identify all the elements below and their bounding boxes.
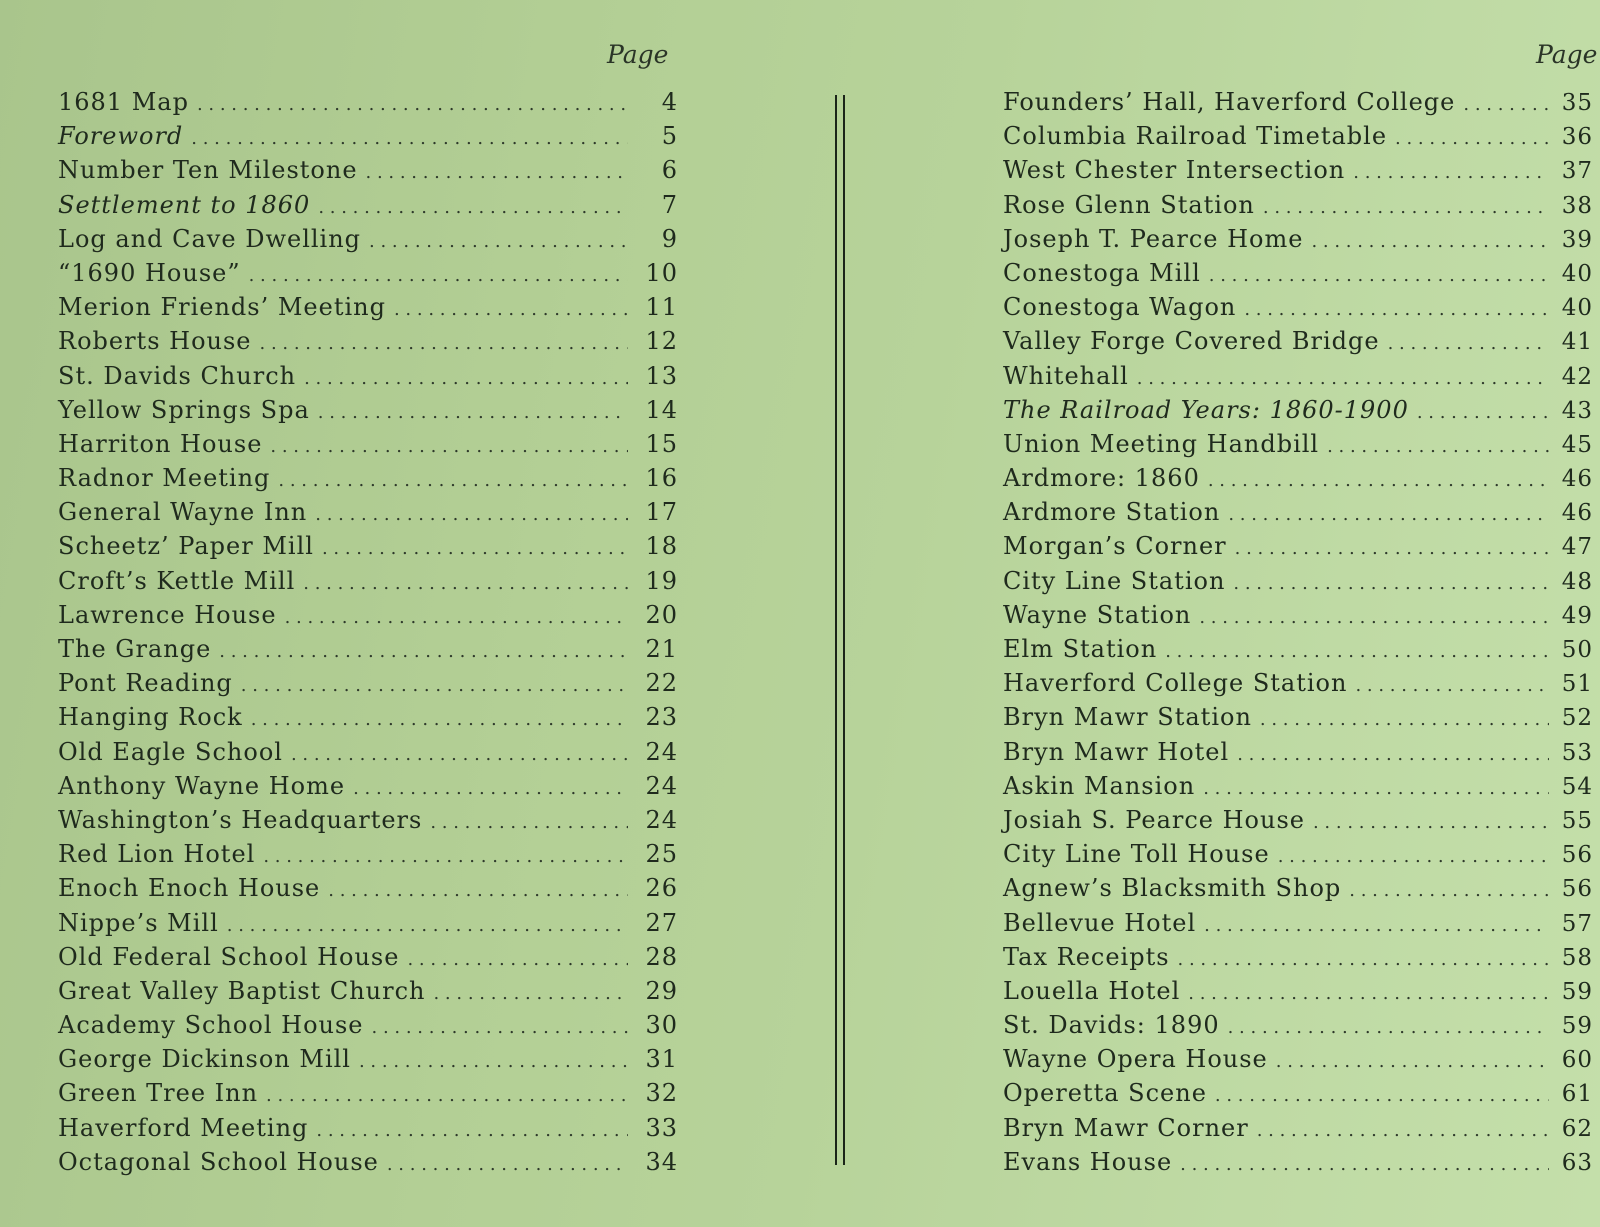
- contents-entry: [58, 259, 678, 293]
- dot-leader: [359, 1051, 628, 1072]
- contents-entry: [1003, 396, 1593, 430]
- contents-entry: [58, 567, 678, 601]
- entry-page-number: 60: [1561, 1047, 1593, 1074]
- dot-leader: [372, 1017, 629, 1038]
- entry-page-number: 34: [645, 1147, 678, 1176]
- contents-entry: [58, 806, 678, 840]
- entry-title: Conestoga Wagon: [1003, 293, 1237, 322]
- contents-entry: [1003, 88, 1593, 122]
- entry-page-number: 54: [1561, 773, 1593, 800]
- entry-page-number: 30: [645, 1011, 678, 1040]
- contents-entry: [58, 191, 678, 225]
- dot-leader: [278, 470, 628, 491]
- entry-title: Josiah S. Pearce House: [1003, 805, 1305, 834]
- entry-title: Harriton House: [58, 429, 263, 458]
- contents-entry: [58, 362, 678, 396]
- dot-leader: [291, 744, 628, 765]
- entry-title: Morgan’s Corner: [1003, 532, 1227, 561]
- entry-page-number: 52: [1561, 705, 1593, 732]
- entry-title: Old Eagle School: [58, 737, 283, 766]
- entry-page-number: 24: [645, 805, 678, 834]
- right-page-column-heading: Page: [1536, 40, 1598, 69]
- dot-leader: [191, 128, 628, 149]
- contents-entry: [58, 293, 678, 327]
- dot-leader: [387, 1154, 628, 1175]
- entry-title: Foreword: [58, 122, 184, 151]
- entry-title: Wayne Opera House: [1003, 1045, 1268, 1074]
- entry-title: St. Davids: 1890: [1003, 1011, 1220, 1040]
- contents-entry: [1003, 703, 1593, 737]
- entry-page-number: 21: [645, 635, 678, 663]
- entry-page-number: 63: [1561, 1149, 1593, 1176]
- entry-title: Anthony Wayne Home: [58, 771, 346, 800]
- entry-title: Operetta Scene: [1003, 1079, 1207, 1108]
- entry-page-number: 46: [1561, 466, 1593, 493]
- contents-entry: [58, 532, 678, 566]
- dot-leader: [1263, 197, 1549, 218]
- dot-leader: [1178, 949, 1549, 970]
- entry-title: Elm Station: [1003, 635, 1158, 663]
- entry-title: Bryn Mawr Hotel: [1003, 737, 1230, 766]
- contents-entry: [58, 327, 678, 361]
- contents-entry: [1003, 156, 1593, 190]
- dot-leader: [1228, 504, 1549, 525]
- entry-page-number: 28: [645, 942, 678, 971]
- dot-leader: [1388, 333, 1549, 354]
- entry-page-number: 31: [645, 1045, 678, 1074]
- column-divider-line: [843, 95, 845, 1165]
- entry-title: Valley Forge Covered Bridge: [1003, 327, 1380, 356]
- dot-leader: [197, 94, 628, 115]
- contents-entry: [58, 1079, 678, 1113]
- entry-page-number: 45: [1561, 431, 1593, 458]
- entry-page-number: 58: [1561, 944, 1593, 971]
- contents-entry: [1003, 601, 1593, 635]
- dot-leader: [394, 299, 628, 320]
- entry-title: 1681 Map: [58, 88, 189, 116]
- dot-leader: [270, 436, 628, 457]
- contents-entry: [58, 1011, 678, 1045]
- entry-page-number: 14: [645, 395, 678, 424]
- dot-leader: [219, 641, 628, 662]
- dot-leader: [285, 607, 628, 628]
- entry-page-number: 11: [645, 293, 678, 322]
- entry-page-number: 23: [645, 703, 678, 732]
- entry-title: Great Valley Baptist Church: [58, 976, 426, 1005]
- entry-title: Ardmore Station: [1003, 498, 1221, 527]
- entry-page-number: 42: [1561, 363, 1593, 390]
- entry-title: Roberts House: [58, 327, 252, 356]
- contents-entry: [58, 772, 678, 806]
- dot-leader: [1180, 1154, 1549, 1175]
- entry-page-number: 27: [645, 908, 678, 937]
- entry-page-number: 35: [1561, 90, 1593, 116]
- entry-title: West Chester Intersection: [1003, 156, 1346, 185]
- dot-leader: [1204, 915, 1549, 936]
- entry-title: Settlement to 1860: [58, 190, 311, 219]
- entry-title: George Dickinson Mill: [58, 1045, 351, 1074]
- entry-title: Founders’ Hall, Haverford College: [1003, 88, 1456, 116]
- dot-leader: [1233, 573, 1549, 594]
- entry-page-number: 10: [645, 258, 678, 287]
- entry-title: Green Tree Inn: [58, 1079, 259, 1108]
- entry-title: Scheetz’ Paper Mill: [58, 532, 314, 561]
- entry-title: Yellow Springs Spa: [58, 395, 310, 424]
- entry-title: City Line Station: [1003, 566, 1226, 595]
- dot-leader: [1327, 436, 1549, 457]
- entry-page-number: 62: [1561, 1115, 1593, 1142]
- entry-title: City Line Toll House: [1003, 840, 1270, 869]
- entry-title: Croft’s Kettle Mill: [58, 566, 296, 595]
- contents-entry: [58, 840, 678, 874]
- contents-entry: [58, 88, 678, 122]
- dot-leader: [1137, 368, 1549, 389]
- contents-entry: [1003, 1045, 1593, 1079]
- entry-page-number: 6: [661, 156, 678, 185]
- entry-page-number: 26: [645, 874, 678, 903]
- entry-title: Askin Mansion: [1003, 771, 1196, 800]
- entry-title: Columbia Railroad Timetable: [1003, 122, 1388, 151]
- dot-leader: [1417, 402, 1549, 423]
- contents-entry: [1003, 498, 1593, 532]
- contents-entry: [58, 396, 678, 430]
- contents-entry: [58, 1045, 678, 1079]
- entry-title: Whitehall: [1003, 361, 1129, 390]
- entry-title: Bryn Mawr Station: [1003, 703, 1252, 732]
- contents-entry: [58, 122, 678, 156]
- entry-page-number: 22: [645, 669, 678, 698]
- entry-page-number: 25: [645, 840, 678, 869]
- entry-page-number: 56: [1561, 842, 1593, 869]
- entry-title: Haverford College Station: [1003, 669, 1348, 698]
- dot-leader: [1165, 641, 1549, 662]
- entry-page-number: 61: [1561, 1081, 1593, 1108]
- entry-title: Ardmore: 1860: [1003, 464, 1200, 493]
- dot-leader: [1199, 607, 1549, 628]
- entry-page-number: 49: [1561, 602, 1593, 629]
- entry-title: Washington’s Headquarters: [58, 805, 423, 834]
- dot-leader: [1209, 265, 1549, 286]
- entry-title: “1690 House”: [58, 258, 241, 287]
- dot-leader: [1188, 983, 1549, 1004]
- entry-page-number: 40: [1561, 260, 1593, 287]
- entry-page-number: 46: [1561, 500, 1593, 527]
- contents-entry: [1003, 293, 1593, 327]
- entry-title: Bryn Mawr Corner: [1003, 1113, 1249, 1142]
- entry-page-number: 40: [1561, 295, 1593, 322]
- entry-title: Wayne Station: [1003, 600, 1192, 629]
- dot-leader: [249, 265, 628, 286]
- dot-leader: [316, 1120, 628, 1141]
- dot-leader: [369, 231, 628, 252]
- dot-leader: [318, 402, 628, 423]
- entry-title: Louella Hotel: [1003, 976, 1181, 1005]
- contents-entry: [1003, 1148, 1593, 1182]
- contents-entry: [1003, 1114, 1593, 1148]
- entry-page-number: 9: [661, 224, 678, 253]
- dot-leader: [1215, 1085, 1549, 1106]
- dot-leader: [315, 504, 628, 525]
- contents-entry: [58, 225, 678, 259]
- entry-page-number: 32: [645, 1079, 678, 1108]
- dot-leader: [1355, 675, 1549, 696]
- entry-page-number: 41: [1561, 329, 1593, 356]
- entry-page-number: 15: [645, 429, 678, 458]
- contents-entry: [1003, 362, 1593, 396]
- contents-entry: [1003, 738, 1593, 772]
- dot-leader: [1228, 1017, 1549, 1038]
- contents-entry: [58, 464, 678, 498]
- entry-page-number: 19: [645, 566, 678, 595]
- dot-leader: [241, 675, 628, 696]
- contents-entry: [58, 909, 678, 943]
- contents-entry: [1003, 327, 1593, 361]
- contents-entry: [58, 156, 678, 190]
- entry-title: Old Federal School House: [58, 942, 400, 971]
- contents-entry: [58, 498, 678, 532]
- dot-leader: [1208, 470, 1549, 491]
- contents-entry: [1003, 191, 1593, 225]
- entry-page-number: 53: [1561, 739, 1593, 766]
- entry-page-number: 59: [1561, 978, 1593, 1005]
- entry-page-number: 24: [645, 771, 678, 800]
- dot-leader: [430, 812, 628, 833]
- left-page-column-heading: Page: [607, 40, 669, 69]
- contents-entry: [1003, 259, 1593, 293]
- right-contents-list: [1003, 88, 1593, 1182]
- contents-entry: [58, 703, 678, 737]
- entry-title: Evans House: [1003, 1147, 1173, 1176]
- entry-title: Log and Cave Dwelling: [58, 224, 362, 253]
- entry-page-number: 59: [1561, 1013, 1593, 1040]
- entry-title: The Railroad Years: 1860-1900: [1003, 395, 1409, 424]
- dot-leader: [1349, 880, 1549, 901]
- contents-entry: [1003, 977, 1593, 1011]
- dot-leader: [1313, 812, 1549, 833]
- contents-entry: [58, 977, 678, 1011]
- dot-leader: [1353, 162, 1549, 183]
- entry-title: Academy School House: [58, 1011, 364, 1040]
- dot-leader: [1203, 778, 1549, 799]
- entry-page-number: 17: [645, 498, 678, 527]
- entry-title: Lawrence House: [58, 600, 277, 629]
- contents-entry: [1003, 1011, 1593, 1045]
- dot-leader: [1237, 744, 1549, 765]
- contents-entry: [1003, 806, 1593, 840]
- entry-page-number: 18: [645, 532, 678, 561]
- dot-leader: [433, 983, 628, 1004]
- entry-page-number: 7: [661, 190, 678, 219]
- entry-page-number: 4: [661, 88, 678, 116]
- contents-entry: [1003, 840, 1593, 874]
- entry-page-number: 51: [1561, 671, 1593, 698]
- entry-title: Nippe’s Mill: [58, 908, 219, 937]
- entry-page-number: 16: [645, 464, 678, 493]
- contents-entry: [1003, 635, 1593, 669]
- entry-page-number: 5: [661, 122, 678, 151]
- entry-page-number: 13: [645, 361, 678, 390]
- dot-leader: [1257, 1120, 1549, 1141]
- entry-title: The Grange: [58, 635, 212, 663]
- entry-page-number: 43: [1561, 397, 1593, 424]
- entry-page-number: 29: [645, 976, 678, 1005]
- contents-entry: [1003, 225, 1593, 259]
- entry-page-number: 24: [645, 737, 678, 766]
- dot-leader: [1235, 538, 1549, 559]
- entry-title: Haverford Meeting: [58, 1113, 309, 1142]
- entry-page-number: 38: [1561, 192, 1593, 219]
- contents-entry: [1003, 532, 1593, 566]
- dot-leader: [322, 538, 628, 559]
- contents-entry: [58, 1114, 678, 1148]
- entry-title: Number Ten Milestone: [58, 156, 358, 185]
- contents-entry: [58, 943, 678, 977]
- entry-page-number: 37: [1561, 158, 1593, 185]
- dot-leader: [366, 162, 628, 183]
- dot-leader: [1260, 709, 1549, 730]
- entry-page-number: 56: [1561, 876, 1593, 903]
- entry-title: Radnor Meeting: [58, 464, 271, 493]
- entry-page-number: 20: [645, 600, 678, 629]
- entry-title: Conestoga Mill: [1003, 258, 1201, 287]
- dot-leader: [328, 880, 628, 901]
- entry-title: Rose Glenn Station: [1003, 190, 1255, 219]
- entry-title: Enoch Enoch House: [58, 874, 321, 903]
- entry-page-number: 36: [1561, 124, 1593, 151]
- entry-title: Octagonal School House: [58, 1147, 379, 1176]
- contents-entry: [1003, 430, 1593, 464]
- contents-entry: [1003, 122, 1593, 156]
- dot-leader: [260, 333, 628, 354]
- dot-leader: [227, 915, 628, 936]
- dot-leader: [407, 949, 628, 970]
- entry-title: Bellevue Hotel: [1003, 908, 1197, 937]
- dot-leader: [1395, 128, 1549, 149]
- dot-leader: [303, 573, 628, 594]
- contents-entry: [1003, 464, 1593, 498]
- dot-leader: [318, 197, 628, 218]
- entry-title: Agnew’s Blacksmith Shop: [1003, 874, 1342, 903]
- entry-title: General Wayne Inn: [58, 498, 308, 527]
- contents-entry: [58, 874, 678, 908]
- entry-title: Pont Reading: [58, 669, 233, 698]
- entry-title: Union Meeting Handbill: [1003, 429, 1320, 458]
- contents-entry: [1003, 1079, 1593, 1113]
- dot-leader: [1463, 94, 1549, 115]
- entry-title: Tax Receipts: [1003, 942, 1170, 971]
- contents-entry: [58, 601, 678, 635]
- entry-page-number: 55: [1561, 807, 1593, 834]
- contents-entry: [1003, 943, 1593, 977]
- dot-leader: [1276, 1051, 1549, 1072]
- contents-entry: [58, 738, 678, 772]
- entry-page-number: 57: [1561, 910, 1593, 937]
- contents-entry: [1003, 874, 1593, 908]
- entry-title: Hanging Rock: [58, 703, 243, 732]
- dot-leader: [1311, 231, 1549, 252]
- entry-title: Joseph T. Pearce Home: [1003, 224, 1304, 253]
- entry-title: Merion Friends’ Meeting: [58, 293, 386, 322]
- contents-entry: [1003, 909, 1593, 943]
- entry-title: St. Davids Church: [58, 361, 297, 390]
- dot-leader: [1244, 299, 1549, 320]
- dot-leader: [263, 846, 628, 867]
- column-divider-line: [835, 95, 837, 1165]
- contents-entry: [58, 430, 678, 464]
- entry-page-number: 12: [645, 327, 678, 356]
- dot-leader: [266, 1085, 628, 1106]
- contents-entry: [1003, 772, 1593, 806]
- entry-title: Red Lion Hotel: [58, 840, 256, 869]
- dot-leader: [1278, 846, 1549, 867]
- contents-entry: [58, 1148, 678, 1182]
- left-contents-list: [58, 88, 678, 1182]
- contents-entry: [1003, 669, 1593, 703]
- contents-entry: [58, 669, 678, 703]
- dot-leader: [251, 709, 628, 730]
- entry-page-number: 50: [1561, 637, 1593, 663]
- entry-page-number: 47: [1561, 534, 1593, 561]
- dot-leader: [353, 778, 628, 799]
- entry-page-number: 48: [1561, 568, 1593, 595]
- contents-entry: [58, 635, 678, 669]
- entry-page-number: 33: [645, 1113, 678, 1142]
- dot-leader: [304, 368, 628, 389]
- entry-page-number: 39: [1561, 226, 1593, 253]
- contents-entry: [1003, 567, 1593, 601]
